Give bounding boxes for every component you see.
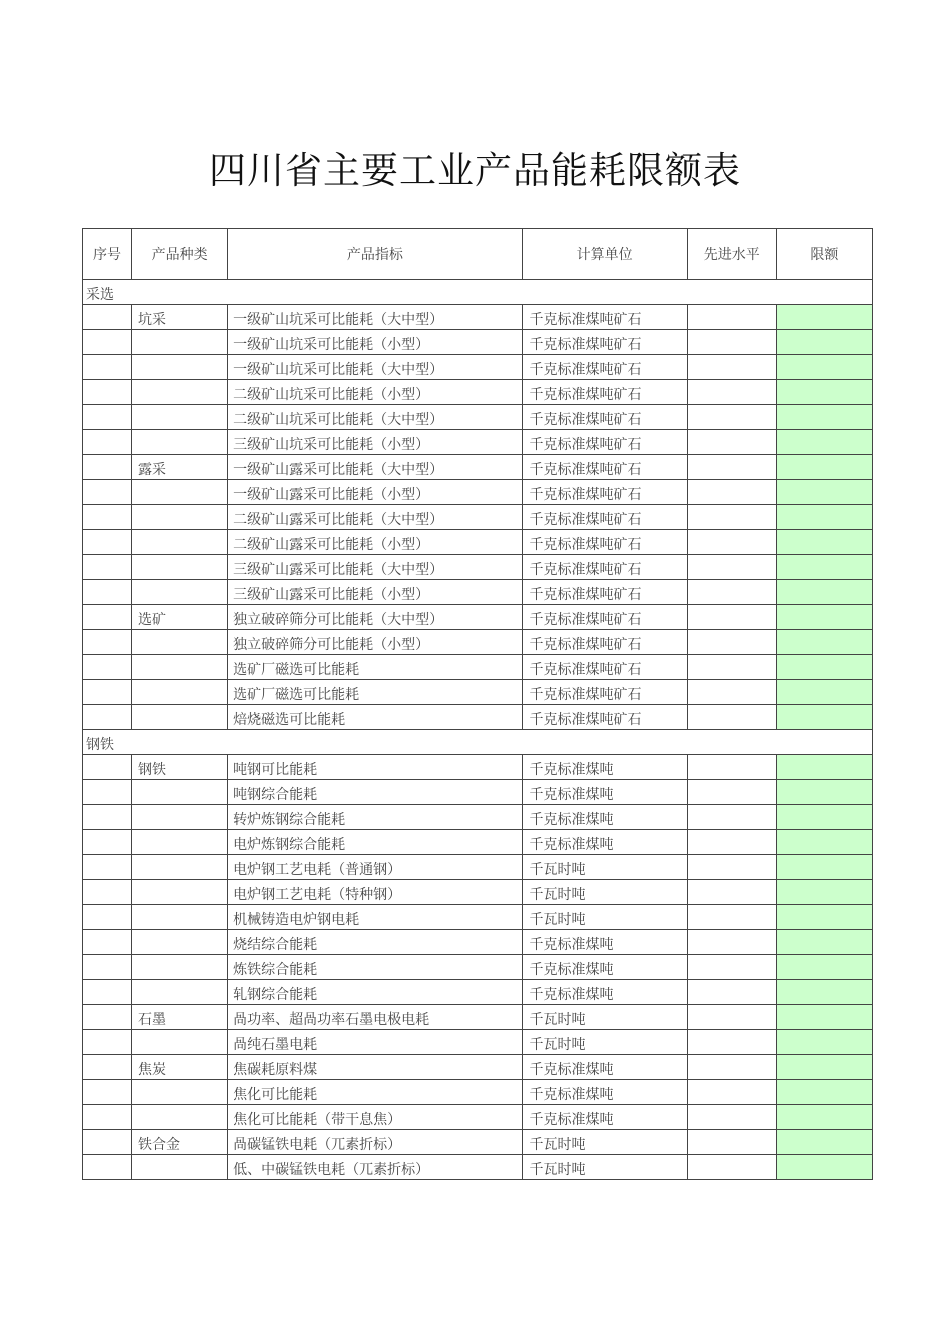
indicator-cell: 机械铸造电炉钢电耗: [228, 905, 522, 930]
limit-cell: [776, 780, 872, 805]
index-cell: [83, 555, 132, 580]
table-row: [83, 605, 873, 630]
index-cell: [83, 1130, 132, 1155]
advanced-level-cell: [687, 755, 776, 780]
category-cell: [132, 555, 228, 580]
unit-cell: 千克标准煤吨: [522, 830, 687, 855]
category-cell: [132, 905, 228, 930]
limit-cell: [776, 980, 872, 1005]
table-row: [83, 480, 873, 505]
table-row: [83, 880, 873, 905]
table-row: [83, 455, 873, 480]
advanced-level-cell: [687, 680, 776, 705]
advanced-level-cell: [687, 1155, 776, 1180]
index-cell: [83, 480, 132, 505]
advanced-level-cell: [687, 655, 776, 680]
advanced-level-cell: [687, 1005, 776, 1030]
category-cell: [132, 530, 228, 555]
category-cell: 坑采: [132, 305, 228, 330]
category-cell: [132, 430, 228, 455]
table-row: [83, 780, 873, 805]
table-row: [83, 1080, 873, 1105]
advanced-level-cell: [687, 505, 776, 530]
advanced-level-cell: [687, 930, 776, 955]
table-row: [83, 705, 873, 730]
index-cell: [83, 805, 132, 830]
index-cell: [83, 1105, 132, 1130]
advanced-level-cell: [687, 980, 776, 1005]
section-row: [83, 280, 873, 305]
index-cell: [83, 1055, 132, 1080]
unit-cell: 千克标准煤吨矿石: [522, 305, 687, 330]
unit-cell: 千克标准煤吨矿石: [522, 530, 687, 555]
header-advanced-level: 先进水平: [687, 229, 776, 280]
category-cell: [132, 630, 228, 655]
table-body: [83, 280, 873, 1180]
index-cell: [83, 680, 132, 705]
category-cell: [132, 1080, 228, 1105]
limit-cell: [776, 1130, 872, 1155]
category-cell: [132, 480, 228, 505]
indicator-cell: 电炉炼钢综合能耗: [228, 830, 522, 855]
category-cell: [132, 405, 228, 430]
table-row: [83, 555, 873, 580]
category-cell: [132, 780, 228, 805]
category-cell: 焦炭: [132, 1055, 228, 1080]
limit-cell: [776, 905, 872, 930]
unit-cell: 千瓦时吨: [522, 905, 687, 930]
indicator-cell: 选矿厂磁选可比能耗: [228, 680, 522, 705]
index-cell: [83, 580, 132, 605]
indicator-cell: 低、中碳锰铁电耗（兀素折标）: [228, 1155, 522, 1180]
table-row: [83, 680, 873, 705]
table-row: [83, 505, 873, 530]
header-category: 产品种类: [132, 229, 228, 280]
category-cell: 选矿: [132, 605, 228, 630]
advanced-level-cell: [687, 380, 776, 405]
unit-cell: 千瓦时吨: [522, 880, 687, 905]
unit-cell: 千瓦时吨: [522, 1030, 687, 1055]
category-cell: [132, 980, 228, 1005]
unit-cell: 千克标准煤吨矿石: [522, 705, 687, 730]
indicator-cell: 二级矿山露采可比能耗（小型）: [228, 530, 522, 555]
table-row: [83, 1055, 873, 1080]
advanced-level-cell: [687, 330, 776, 355]
category-cell: [132, 380, 228, 405]
header-limit: 限额: [776, 229, 872, 280]
category-cell: [132, 655, 228, 680]
limit-cell: [776, 855, 872, 880]
advanced-level-cell: [687, 1080, 776, 1105]
unit-cell: 千克标准煤吨矿石: [522, 455, 687, 480]
limit-cell: [776, 580, 872, 605]
table-row: [83, 630, 873, 655]
advanced-level-cell: [687, 955, 776, 980]
indicator-cell: 二级矿山露采可比能耗（大中型）: [228, 505, 522, 530]
table-row: [83, 805, 873, 830]
category-cell: [132, 355, 228, 380]
indicator-cell: 咼纯石墨电耗: [228, 1030, 522, 1055]
indicator-cell: 选矿厂磁选可比能耗: [228, 655, 522, 680]
category-cell: 露采: [132, 455, 228, 480]
category-cell: [132, 680, 228, 705]
indicator-cell: 焦化可比能耗: [228, 1080, 522, 1105]
indicator-cell: 焙烧磁选可比能耗: [228, 705, 522, 730]
header-unit: 计算单位: [522, 229, 687, 280]
unit-cell: 千克标准煤吨: [522, 1055, 687, 1080]
table-row: [83, 830, 873, 855]
advanced-level-cell: [687, 880, 776, 905]
advanced-level-cell: [687, 555, 776, 580]
advanced-level-cell: [687, 605, 776, 630]
advanced-level-cell: [687, 805, 776, 830]
advanced-level-cell: [687, 480, 776, 505]
limit-cell: [776, 955, 872, 980]
unit-cell: 千瓦时吨: [522, 855, 687, 880]
table-row: [83, 380, 873, 405]
table-row: [83, 655, 873, 680]
limit-cell: [776, 380, 872, 405]
category-cell: [132, 880, 228, 905]
table-row: [83, 955, 873, 980]
index-cell: [83, 1080, 132, 1105]
indicator-cell: 烧结综合能耗: [228, 930, 522, 955]
advanced-level-cell: [687, 580, 776, 605]
unit-cell: 千克标准煤吨矿石: [522, 380, 687, 405]
index-cell: [83, 905, 132, 930]
index-cell: [83, 430, 132, 455]
unit-cell: 千克标准煤吨: [522, 780, 687, 805]
indicator-cell: 独立破碎筛分可比能耗（大中型）: [228, 605, 522, 630]
category-cell: [132, 505, 228, 530]
indicator-cell: 二级矿山坑采可比能耗（小型）: [228, 380, 522, 405]
limit-cell: [776, 805, 872, 830]
unit-cell: 千克标准煤吨矿石: [522, 355, 687, 380]
indicator-cell: 炼铁综合能耗: [228, 955, 522, 980]
unit-cell: 千克标准煤吨: [522, 980, 687, 1005]
table-row: [83, 355, 873, 380]
index-cell: [83, 455, 132, 480]
category-cell: [132, 930, 228, 955]
unit-cell: 千克标准煤吨矿石: [522, 580, 687, 605]
table-row: [83, 405, 873, 430]
limit-cell: [776, 1030, 872, 1055]
index-cell: [83, 630, 132, 655]
unit-cell: 千瓦时吨: [522, 1130, 687, 1155]
unit-cell: 千瓦时吨: [522, 1005, 687, 1030]
indicator-cell: 吨钢综合能耗: [228, 780, 522, 805]
unit-cell: 千克标准煤吨: [522, 1105, 687, 1130]
indicator-cell: 转炉炼钢综合能耗: [228, 805, 522, 830]
limit-cell: [776, 330, 872, 355]
limit-cell: [776, 455, 872, 480]
category-cell: 石墨: [132, 1005, 228, 1030]
advanced-level-cell: [687, 1030, 776, 1055]
advanced-level-cell: [687, 405, 776, 430]
limit-cell: [776, 880, 872, 905]
category-cell: [132, 330, 228, 355]
index-cell: [83, 980, 132, 1005]
category-cell: [132, 1155, 228, 1180]
index-cell: [83, 605, 132, 630]
advanced-level-cell: [687, 430, 776, 455]
limit-cell: [776, 705, 872, 730]
indicator-cell: 三级矿山露采可比能耗（小型）: [228, 580, 522, 605]
header-indicator: 产品指标: [228, 229, 522, 280]
table-row: [83, 1105, 873, 1130]
index-cell: [83, 755, 132, 780]
page-title: 四川省主要工业产品能耗限额表: [209, 149, 741, 192]
unit-cell: 千克标准煤吨矿石: [522, 480, 687, 505]
indicator-cell: 吨钢可比能耗: [228, 755, 522, 780]
index-cell: [83, 855, 132, 880]
indicator-cell: 三级矿山坑采可比能耗（小型）: [228, 430, 522, 455]
indicator-cell: 咼功率、超咼功率石墨电极电耗: [228, 1005, 522, 1030]
category-cell: 钢铁: [132, 755, 228, 780]
table-row: [83, 1030, 873, 1055]
unit-cell: 千瓦时吨: [522, 1155, 687, 1180]
index-cell: [83, 355, 132, 380]
limit-cell: [776, 505, 872, 530]
category-cell: 铁合金: [132, 1130, 228, 1155]
limit-cell: [776, 1055, 872, 1080]
index-cell: [83, 1030, 132, 1055]
index-cell: [83, 380, 132, 405]
indicator-cell: 电炉钢工艺电耗（普通钢）: [228, 855, 522, 880]
advanced-level-cell: [687, 780, 776, 805]
index-cell: [83, 530, 132, 555]
indicator-cell: 一级矿山坑采可比能耗（大中型）: [228, 305, 522, 330]
index-cell: [83, 405, 132, 430]
table-row: [83, 330, 873, 355]
table-row: [83, 580, 873, 605]
header-index: 序号: [83, 229, 132, 280]
indicator-cell: 三级矿山露采可比能耗（大中型）: [228, 555, 522, 580]
unit-cell: 千克标准煤吨矿石: [522, 605, 687, 630]
limit-cell: [776, 1105, 872, 1130]
advanced-level-cell: [687, 1105, 776, 1130]
table-row: [83, 755, 873, 780]
unit-cell: 千克标准煤吨矿石: [522, 505, 687, 530]
section-label: 采选: [83, 280, 873, 305]
advanced-level-cell: [687, 1130, 776, 1155]
index-cell: [83, 930, 132, 955]
index-cell: [83, 505, 132, 530]
limit-cell: [776, 1005, 872, 1030]
advanced-level-cell: [687, 630, 776, 655]
index-cell: [83, 955, 132, 980]
unit-cell: 千克标准煤吨矿石: [522, 430, 687, 455]
limit-cell: [776, 305, 872, 330]
table-row: [83, 1005, 873, 1030]
indicator-cell: 轧钢综合能耗: [228, 980, 522, 1005]
indicator-cell: 一级矿山坑采可比能耗（大中型）: [228, 355, 522, 380]
advanced-level-cell: [687, 355, 776, 380]
category-cell: [132, 705, 228, 730]
category-cell: [132, 1030, 228, 1055]
advanced-level-cell: [687, 855, 776, 880]
table-row: [83, 980, 873, 1005]
advanced-level-cell: [687, 830, 776, 855]
index-cell: [83, 1005, 132, 1030]
indicator-cell: 焦碳耗原料煤: [228, 1055, 522, 1080]
table-row: [83, 1155, 873, 1180]
index-cell: [83, 655, 132, 680]
table-header: [83, 229, 873, 280]
category-cell: [132, 830, 228, 855]
index-cell: [83, 1155, 132, 1180]
limit-cell: [776, 555, 872, 580]
section-label: 钢铁: [83, 730, 873, 755]
category-cell: [132, 1105, 228, 1130]
index-cell: [83, 305, 132, 330]
limit-cell: [776, 655, 872, 680]
indicator-cell: 焦化可比能耗（带干息焦）: [228, 1105, 522, 1130]
unit-cell: 千克标准煤吨矿石: [522, 680, 687, 705]
header-row: [83, 229, 873, 280]
limit-cell: [776, 930, 872, 955]
indicator-cell: 一级矿山露采可比能耗（大中型）: [228, 455, 522, 480]
unit-cell: 千克标准煤吨矿石: [522, 405, 687, 430]
indicator-cell: 一级矿山坑采可比能耗（小型）: [228, 330, 522, 355]
unit-cell: 千克标准煤吨矿石: [522, 555, 687, 580]
table-row: [83, 305, 873, 330]
limit-cell: [776, 1155, 872, 1180]
limit-cell: [776, 405, 872, 430]
table-row: [83, 930, 873, 955]
advanced-level-cell: [687, 705, 776, 730]
limit-cell: [776, 680, 872, 705]
unit-cell: 千克标准煤吨矿石: [522, 330, 687, 355]
limit-cell: [776, 480, 872, 505]
unit-cell: 千克标准煤吨矿石: [522, 630, 687, 655]
advanced-level-cell: [687, 1055, 776, 1080]
indicator-cell: 咼碳锰铁电耗（兀素折标）: [228, 1130, 522, 1155]
index-cell: [83, 780, 132, 805]
section-row: [83, 730, 873, 755]
table-row: [83, 530, 873, 555]
limit-cell: [776, 830, 872, 855]
index-cell: [83, 830, 132, 855]
table-row: [83, 1130, 873, 1155]
category-cell: [132, 580, 228, 605]
table-row: [83, 430, 873, 455]
advanced-level-cell: [687, 905, 776, 930]
unit-cell: 千克标准煤吨矿石: [522, 655, 687, 680]
indicator-cell: 一级矿山露采可比能耗（小型）: [228, 480, 522, 505]
energy-limit-table: [82, 228, 873, 1180]
indicator-cell: 二级矿山坑采可比能耗（大中型）: [228, 405, 522, 430]
category-cell: [132, 855, 228, 880]
table-row: [83, 855, 873, 880]
indicator-cell: 电炉钢工艺电耗（特种钢）: [228, 880, 522, 905]
index-cell: [83, 330, 132, 355]
indicator-cell: 独立破碎筛分可比能耗（小型）: [228, 630, 522, 655]
limit-cell: [776, 530, 872, 555]
unit-cell: 千克标准煤吨: [522, 955, 687, 980]
table-row: [83, 905, 873, 930]
advanced-level-cell: [687, 305, 776, 330]
limit-cell: [776, 605, 872, 630]
index-cell: [83, 880, 132, 905]
limit-cell: [776, 355, 872, 380]
advanced-level-cell: [687, 530, 776, 555]
category-cell: [132, 955, 228, 980]
limit-cell: [776, 430, 872, 455]
unit-cell: 千克标准煤吨: [522, 1080, 687, 1105]
limit-cell: [776, 1080, 872, 1105]
unit-cell: 千克标准煤吨: [522, 755, 687, 780]
unit-cell: 千克标准煤吨: [522, 930, 687, 955]
limit-cell: [776, 755, 872, 780]
category-cell: [132, 805, 228, 830]
index-cell: [83, 705, 132, 730]
unit-cell: 千克标准煤吨: [522, 805, 687, 830]
limit-cell: [776, 630, 872, 655]
advanced-level-cell: [687, 455, 776, 480]
